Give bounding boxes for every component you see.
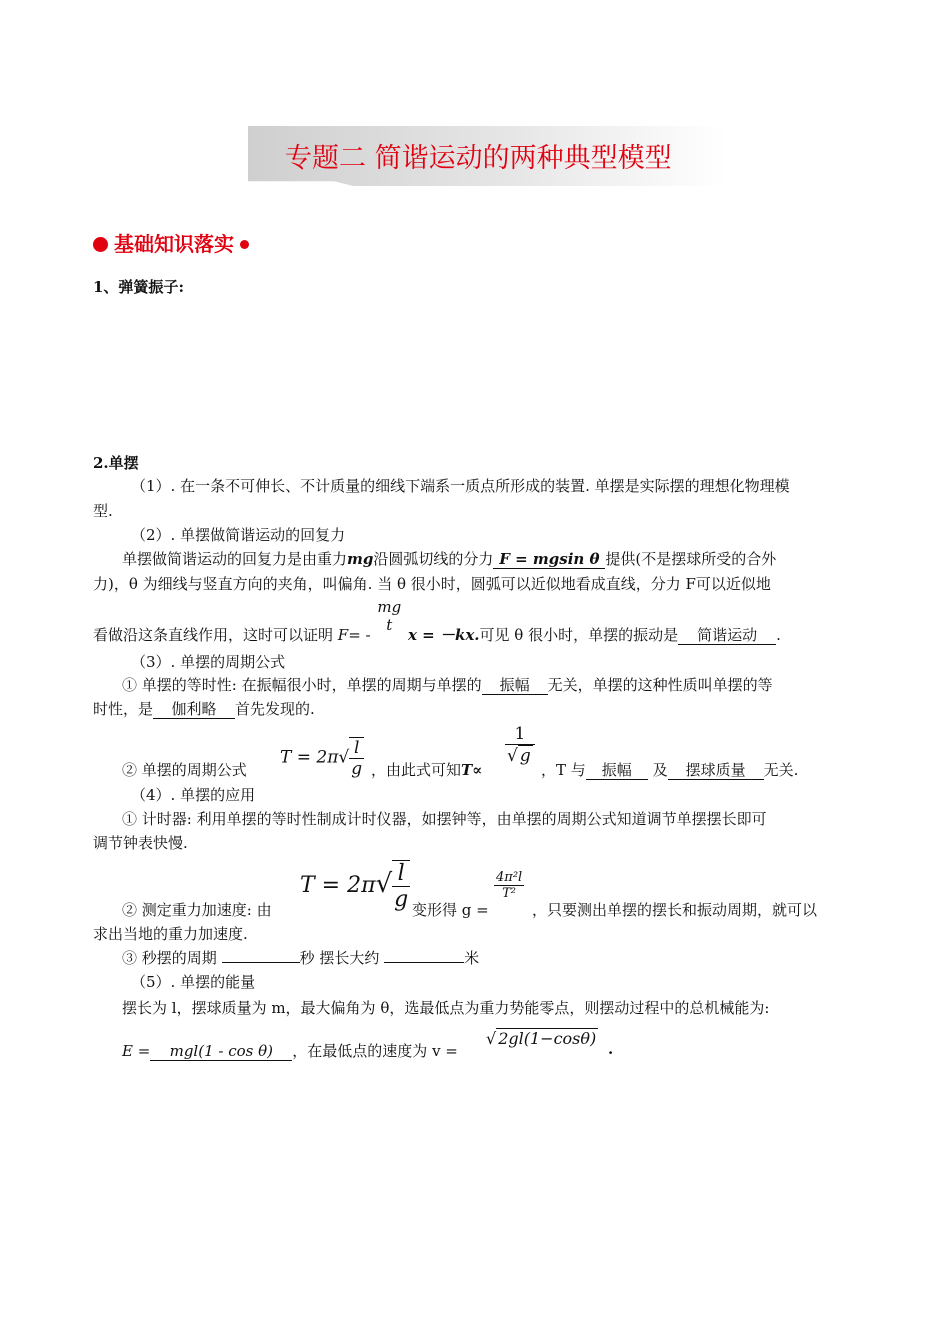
blank-seconds	[222, 962, 300, 963]
bullet-icon	[240, 240, 249, 249]
blank-galileo: 伽利略	[153, 701, 235, 719]
blank-energy: mgl(1 - cos θ)	[150, 1043, 292, 1061]
para-3c: ，由此式可知T∝	[371, 761, 483, 779]
para-1a: （1）. 在一条不可伸长、不计质量的细线下端系一质点所形成的装置. 单摆是实际摆的理想化物理模	[131, 477, 790, 495]
para-2c: 看做沿这条直线作用，这时可以证明 F= - mg t x = －kx.可见 θ 很小时，单摆的振动是 简谐运动 .	[93, 598, 781, 644]
heading-restoring-force: （2）. 单摆做简谐运动的回复力	[131, 526, 346, 544]
blank-amplitude-2: 振幅	[586, 762, 648, 780]
para-4d: 求出当地的重力加速度.	[93, 925, 248, 943]
blank-length	[384, 962, 464, 963]
para-5b: E = mgl(1 - cos θ) ，在最低点的速度为 v =	[122, 1042, 458, 1060]
para-4a: ① 计时器: 利用单摆的等时性制成计时仪器，如摆钟等，由单摆的周期公式知道调节单摆摆长即可	[122, 810, 767, 828]
heading-pendulum: 2.单摆	[93, 454, 139, 472]
para-1b: 型.	[93, 502, 113, 520]
formula-proportional: $\frac{1}{√ g}$	[505, 724, 535, 766]
heading-energy: （5）. 单摆的能量	[131, 973, 256, 991]
para-3c-tail: ，T 与 振幅 及 摆球质量 无关.	[541, 761, 799, 779]
para-4c-label: ② 测定重力加速度: 由	[122, 901, 272, 919]
heading-period: （3）. 单摆的周期公式	[131, 653, 286, 671]
para-2a: 单摆做简谐运动的回复力是由重力mg沿圆弧切线的分力 F = mgsin θ 提供(不是摆球所受的合外	[122, 550, 777, 568]
blank-force: F = mgsin θ	[493, 551, 605, 569]
bullet-icon	[93, 237, 108, 252]
para-3b: 时性，是 伽利略 首先发现的.	[93, 700, 315, 718]
formula-g: $\frac{\text{4π²l}}{\text{T²}}$	[496, 870, 523, 901]
para-4c-tail: ，只要测出单摆的摆长和振动周期，就可以	[532, 901, 818, 919]
formula-velocity: √ 2gl(1−cosθ)	[486, 1029, 597, 1048]
para-3c-label: ② 单摆的周期公式	[122, 761, 247, 779]
formula-period-large: T = 2π√ $\frac{l}{g}$	[300, 861, 409, 912]
heading-spring: 1、弹簧振子:	[93, 278, 184, 296]
blank-mass: 摆球质量	[668, 762, 764, 780]
para-4e: ③ 秒摆的周期 秒 摆长大约 米	[122, 949, 480, 967]
para-5b-end: .	[608, 1040, 614, 1058]
para-3a: ① 单摆的等时性: 在振幅很小时，单摆的周期与单摆的 振幅 无关，单摆的这种性质叫单摆的等	[122, 676, 773, 694]
para-2b: 力)，θ 为细线与竖直方向的夹角，叫偏角. 当 θ 很小时，圆弧可以近似地看成直线，分力 F可以近似地	[93, 575, 771, 593]
para-4c-mid: 变形得 g =	[412, 901, 489, 919]
section-heading: 基础知识落实	[93, 228, 249, 257]
blank-shm: 简谐运动	[678, 627, 776, 645]
para-5a: 摆长为 l，摆球质量为 m，最大偏角为 θ，选最低点为重力势能零点，则摆动过程中的总机械能为:	[122, 999, 770, 1017]
formula-period: T = 2π√ $\frac{l}{g}$	[280, 738, 363, 779]
para-4b: 调节钟表快慢.	[93, 834, 188, 852]
blank-amplitude: 振幅	[482, 677, 548, 695]
heading-applications: （4）. 单摆的应用	[131, 786, 256, 804]
page-title: 专题二 简谐运动的两种典型模型	[285, 143, 672, 174]
